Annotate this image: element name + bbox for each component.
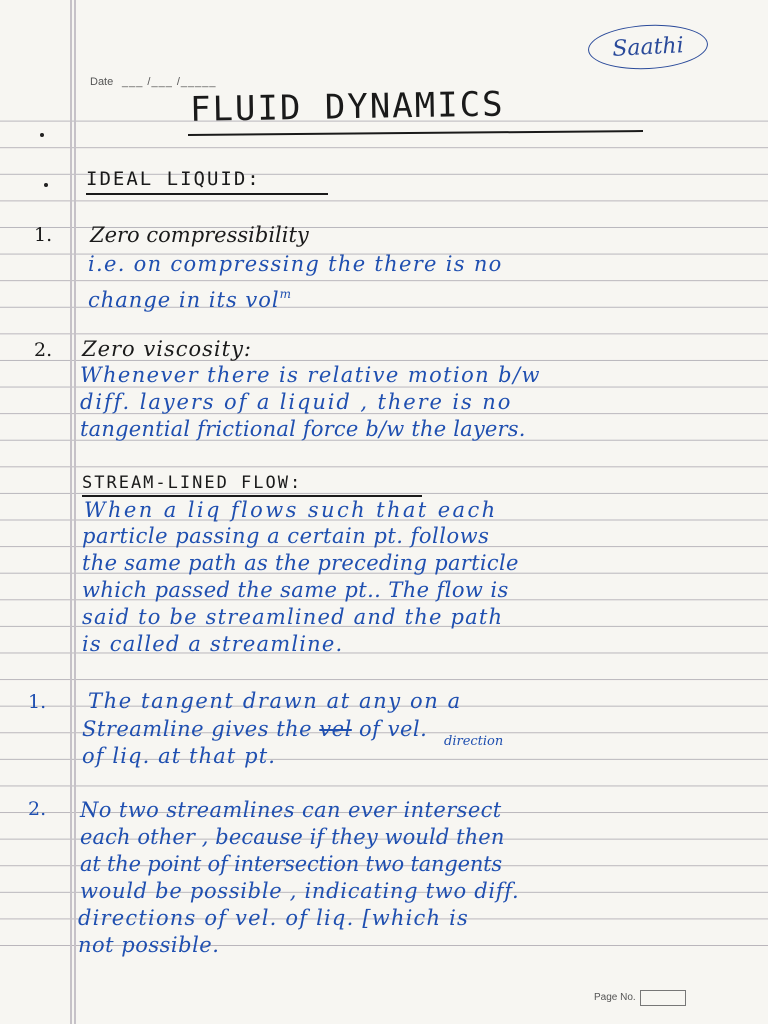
margin-dot (40, 133, 44, 137)
section-heading-ideal-liquid: IDEAL LIQUID: (86, 168, 261, 190)
text-line: is called a streamline. (82, 632, 344, 656)
item-number: 2. (34, 339, 53, 361)
text-line: which passed the same pt.. The flow is (82, 578, 509, 602)
text-line: tangential frictional force b/w the layers. (80, 417, 526, 441)
text-line: The tangent drawn at any on a (88, 689, 462, 713)
superscript: m (279, 287, 293, 301)
margin-line-left (70, 0, 72, 1024)
point-number: 2. (28, 798, 47, 820)
text-line-part: Streamline gives the (82, 717, 313, 741)
text-line (82, 716, 427, 742)
text-line (88, 281, 292, 313)
text-line: at the point of intersection two tangents (80, 852, 502, 876)
text-line: When a liq flows such that each (84, 498, 498, 522)
page-number-box (640, 990, 686, 1006)
text-line: directions of vel. of liq. [which is (78, 906, 469, 930)
text-line-part: change in its vol (88, 288, 280, 312)
item-title: Zero viscosity: (82, 337, 253, 361)
struck-word: vel (319, 717, 352, 741)
text-line: not possible. (78, 933, 220, 957)
page-title: FLUID DYNAMICS (189, 84, 505, 130)
section-heading-streamlined-flow: STREAM-LINED FLOW: (82, 473, 303, 493)
inserted-word: direction (444, 734, 504, 749)
margin-line-left-inner (74, 0, 76, 1024)
text-line: would be possible , indicating two diff. (80, 879, 520, 903)
text-line: Whenever there is relative motion b/w (80, 363, 541, 387)
text-line: each other , because if they would then (80, 825, 505, 849)
item-title: Zero compressibility (90, 223, 309, 247)
point-number: 1. (28, 691, 47, 713)
text-line: diff. layers of a liquid , there is no (80, 390, 513, 414)
text-line: of liq. at that pt. (82, 744, 277, 768)
date-blank: ___ /___ /_____ (122, 76, 217, 88)
text-line: i.e. on compressing the there is no (88, 252, 503, 276)
brand-logo: Saathi (587, 22, 709, 72)
text-line: particle passing a certain pt. follows (82, 524, 490, 548)
page-number-label: Page No. (594, 992, 636, 1003)
text-line-part: of vel. (358, 717, 428, 741)
item-number: 1. (34, 224, 53, 246)
text-line: No two streamlines can ever intersect (80, 798, 502, 822)
heading-underline (86, 193, 328, 195)
text-line: said to be streamlined and the path (82, 605, 504, 629)
date-label: Date (90, 76, 114, 88)
heading-bullet (44, 183, 48, 187)
text-line: the same path as the preceding particle (82, 551, 519, 575)
